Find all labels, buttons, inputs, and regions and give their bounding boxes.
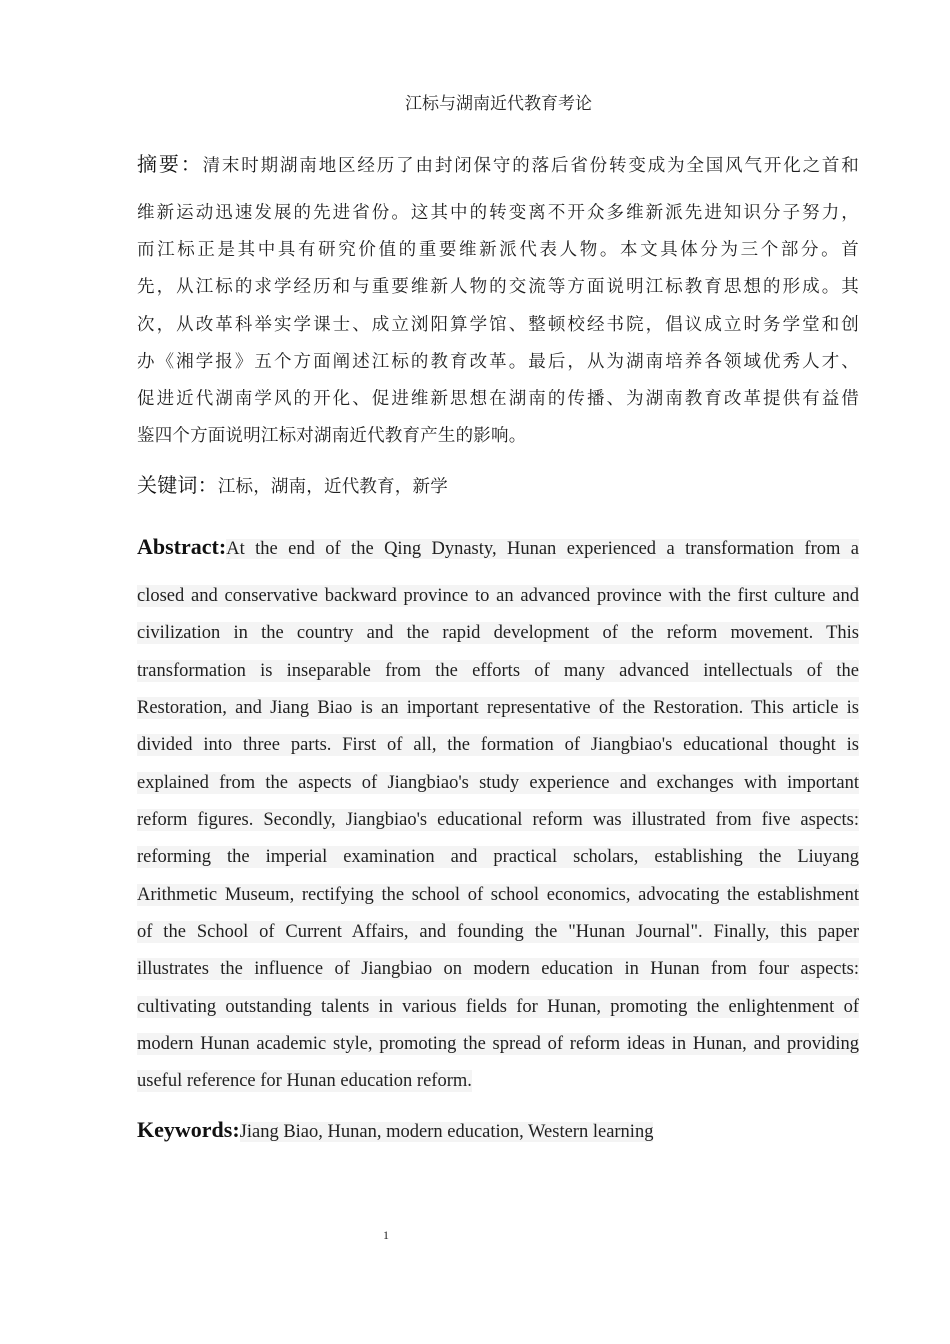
cn-keywords-label: 关键词： bbox=[137, 473, 218, 497]
page-number: 1 bbox=[383, 1228, 389, 1242]
cn-abstract-line: 促进近代湖南学风的开化、促进维新思想在湖南的传播、为湖南教育改革提供有益借 bbox=[137, 389, 859, 409]
en-abstract-line: Restoration, and Jiang Biao is an important representative of the Restoration. This article is bbox=[137, 698, 859, 718]
cn-abstract-line: 次，从改革科举实学课士、成立浏阳算学馆、整顿校经书院，倡议成立时务学堂和创 bbox=[137, 315, 859, 335]
en-abstract-line: civilization in the country and the rapid development of the reform movement. This bbox=[137, 623, 859, 643]
en-keywords-value: Jiang Biao, Hunan, modern education, Western learning bbox=[239, 1122, 654, 1142]
en-abstract-line: reform figures. Secondly, Jiangbiao's educational reform was illustrated from five aspects: bbox=[137, 810, 859, 830]
en-keywords-label: Keywords: bbox=[137, 1117, 240, 1142]
en-abstract-line: illustrates the influence of Jiangbiao on modern education in Hunan from four aspects: bbox=[137, 959, 859, 979]
en-abstract-line: explained from the aspects of Jiangbiao's study experience and exchanges with important bbox=[137, 773, 859, 793]
en-abstract-line: reforming the imperial examination and practical scholars, establishing the Liuyang bbox=[137, 847, 859, 867]
cn-abstract-line: 鉴四个方面说明江标对湖南近代教育产生的影响。 bbox=[137, 426, 527, 446]
en-abstract-line: closed and conservative backward province to an advanced province with the first culture and bbox=[137, 586, 859, 606]
en-abstract-line: cultivating outstanding talents in various fields for Hunan, promoting the enlightenment of bbox=[137, 997, 859, 1017]
en-keywords bbox=[137, 1117, 653, 1145]
en-abstract-line: transformation is inseparable from the efforts of many advanced intellectuals of the bbox=[137, 661, 859, 681]
cn-keywords-value: 江标，湖南，近代教育，新学 bbox=[217, 477, 448, 497]
cn-abstract-line: 办《湘学报》五个方面阐述江标的教育改革。最后，从为湖南培养各领域优秀人才、 bbox=[137, 352, 859, 372]
en-abstract-line: modern Hunan academic style, promoting the spread of reform ideas in Hunan, and providing bbox=[137, 1034, 859, 1054]
cn-abstract-line: 摘要：清末时期湖南地区经历了由封闭保守的落后省份转变成为全国风气开化之首和 bbox=[137, 152, 859, 176]
en-abstract-line: divided into three parts. First of all, the formation of Jiangbiao's educational thought is bbox=[137, 735, 859, 755]
cn-keywords bbox=[137, 471, 859, 501]
en-abstract-line: useful reference for Hunan education reform. bbox=[137, 1071, 472, 1091]
cn-abstract-line: 而江标正是其中具有研究价值的重要维新派代表人物。本文具体分为三个部分。首 bbox=[137, 240, 859, 260]
cn-abstract-label: 摘要： bbox=[137, 152, 203, 176]
en-abstract-label: Abstract: bbox=[137, 534, 227, 559]
en-abstract-line: Abstract:At the end of the Qing Dynasty, Hunan experienced a transformation from a bbox=[137, 534, 859, 559]
paper-title: 江标与湖南近代教育考论 bbox=[405, 94, 592, 114]
en-abstract-line: Arithmetic Museum, rectifying the school of school economics, advocating the establishment bbox=[137, 885, 859, 905]
cn-abstract-line: 维新运动迅速发展的先进省份。这其中的转变离不开众多维新派先进知识分子努力， bbox=[137, 203, 859, 223]
cn-abstract-line: 先，从江标的求学经历和与重要维新人物的交流等方面说明江标教育思想的形成。其 bbox=[137, 277, 859, 297]
en-abstract-line: of the School of Current Affairs, and founding the "Hunan Journal". Finally, this paper bbox=[137, 922, 859, 942]
